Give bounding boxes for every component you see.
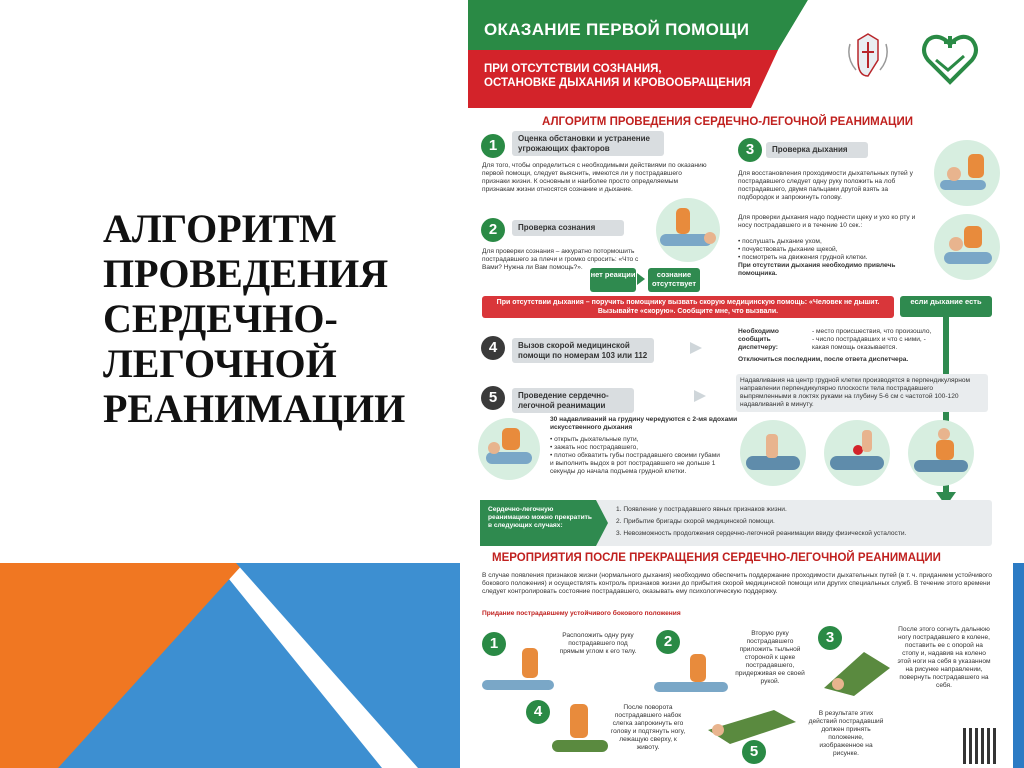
recovery-step-text: Расположить одну руку пострадавшего под прямым углом к его телу. — [559, 632, 637, 655]
recovery-step-number: 1 — [482, 632, 506, 656]
stop-condition: 3. Невозможность продолжения сердечно-легочной реанимации ввиду физической усталости. — [616, 530, 907, 537]
step5-bullet: • плотно обхватить губы пострадавшего своими губами и выполнить выдох в рот пострадавшего не дольше 1 секунды до начала подъема грудной клетки. — [550, 452, 720, 475]
recovery-step-number: 5 — [742, 740, 766, 764]
no-reaction-badge: нет реакции — [590, 268, 636, 292]
recovery-step-text: Вторую руку пострадавшего приложить тыльной стороной к щеке пострадавшего, придерживая ее своей рукой. — [735, 630, 805, 685]
compression-panel — [736, 374, 988, 412]
slide-title — [103, 206, 443, 431]
after-title-bar — [482, 552, 992, 566]
poster-header — [468, 0, 1013, 108]
recovery-illustration-2 — [654, 652, 734, 696]
title-line: АЛГОРИТМ — [103, 206, 337, 251]
breath-present-badge: если дыхание есть — [900, 296, 992, 317]
step-number: 3 — [738, 138, 762, 162]
chest-point-illustration — [824, 420, 890, 486]
step5-label: Проведение сердечно-легочной реанимации — [512, 388, 634, 413]
title-line: ПРОВЕДЕНИЯ — [103, 251, 389, 296]
step3-text1: Для восстановления проходимости дыхательных путей у пострадавшего следует одну руку положить на лоб пострадавшего, двумя пальцами другой взять за подбородок и запрокинуть голову. — [738, 170, 913, 201]
step3-bullet: • почувствовать дыхание щекой, — [738, 246, 838, 253]
step5-bullet: • зажать нос пострадавшего, — [550, 444, 639, 451]
after-text: В случае появления признаков жизни (нормального дыхания) необходимо обеспечить поддержание проходимости дыхательных путей (в т. ч. приданием устойчивого бокового положения) и осуществлять контроль признаков жизни до прибытия скорой медицинской помощи или других специальных служб. В течение этого времени следует контролировать состояние пострадавшего, оказывать ему психологическую поддержку. — [482, 572, 992, 595]
check-consciousness-illustration — [656, 198, 720, 262]
arrow-icon — [690, 342, 702, 354]
compression-illustration — [908, 420, 974, 486]
recovery-step-text: После этого согнуть дальнюю ногу пострадавшего в колене, поставить ее с опорой на стопу и, надавив на колено этой ноги на себя в указанном на рисунке направлении, повернуть пострадавшего на себя. — [897, 626, 991, 689]
heart-hands-logo-icon — [918, 26, 982, 90]
stop-condition: 1. Появление у пострадавшего явных признаков жизни. — [616, 506, 787, 513]
poster-title: ОКАЗАНИЕ ПЕРВОЙ ПОМОЩИ — [484, 20, 750, 39]
recovery-step-number: 2 — [656, 630, 680, 654]
hand-position-illustration — [740, 420, 806, 486]
qr-code-icon — [963, 728, 999, 764]
step-number: 4 — [481, 336, 505, 360]
recovery-title: Придание пострадавшему устойчивого бокового положения — [482, 610, 681, 617]
call-helper-bar: При отсутствии дыхания – поручить помощнику вызвать скорую медицинскую помощь: «Человек не дышит. Вызывайте «скорую». Сообщите мне, что вызвали. — [482, 296, 894, 318]
breathing-check-illustration — [934, 214, 1000, 280]
dispatcher-items: - место происшествия, что произошло, - число пострадавших и что с ними, - какая помощь оказывается. — [812, 328, 932, 351]
recovery-illustration-1 — [482, 648, 562, 694]
step1-text: Для того, чтобы определиться с необходимыми действиями по оказанию первой помощи, следует выяснить, имеются ли у пострадавшего признаки жизни. К основным и наиболее просто определяемым признакам жизни относятся сознание и дыхание. — [482, 162, 707, 193]
step3-label: Проверка дыхания — [766, 142, 868, 158]
stop-conditions-panel — [480, 500, 992, 546]
after-title: МЕРОПРИЯТИЯ ПОСЛЕ ПРЕКРАЩЕНИЯ СЕРДЕЧНО-ЛЕГОЧНОЙ РЕАНИМАЦИИ — [492, 552, 941, 564]
compression-text: Надавливания на центр грудной клетки производятся в перпендикулярном направлении перпендикулярно плоскости тела пострадавшего выпрямленными в локтях руками на глубину 5-6 см с частотой 100-120 надавливаний в минуту. — [740, 377, 971, 408]
step-number: 2 — [481, 218, 505, 242]
recovery-step-number: 3 — [818, 626, 842, 650]
step-number: 5 — [481, 386, 505, 410]
subtitle-line: ПРИ ОТСУТСТВИИ СОЗНАНИЯ, — [484, 63, 662, 75]
ministry-emblem-icon — [844, 30, 892, 82]
arrow-icon — [637, 273, 645, 285]
step4-label: Вызов скорой медицинской помощи по номерам 103 или 112 — [512, 338, 654, 363]
step3-bullet: • послушать дыхание ухом, — [738, 238, 822, 245]
recovery-illustration-3 — [824, 648, 894, 698]
step2-label: Проверка сознания — [512, 220, 624, 236]
first-aid-poster — [468, 0, 1013, 768]
no-consciousness-badge: сознание отсутствует — [648, 268, 700, 292]
poster-subtitle — [484, 62, 784, 90]
algorithm-title: АЛГОРИТМ ПРОВЕДЕНИЯ СЕРДЕЧНО-ЛЕГОЧНОЙ РЕАНИМАЦИИ — [542, 116, 913, 128]
recovery-step-text: После поворота пострадавшего набок слегка запрокинуть его голову и подтянуть ногу, лежащую сверху, к животу. — [610, 704, 686, 751]
rescue-breath-illustration — [478, 418, 540, 480]
step5-bullet: • открыть дыхательные пути, — [550, 436, 639, 443]
ratio-text: 30 надавливаний на грудину чередуются с 2-мя вдохами искусственного дыхания — [550, 416, 738, 431]
step-number: 1 — [481, 134, 505, 158]
disconnect-note: Отключиться последним, после ответа диспетчера. — [738, 356, 909, 363]
airway-illustration — [934, 140, 1000, 206]
subtitle-line: ОСТАНОВКЕ ДЫХАНИЯ И КРОВООБРАЩЕНИЯ — [484, 77, 751, 89]
recovery-illustration-4 — [552, 700, 612, 760]
title-line: РЕАНИМАЦИИ — [103, 386, 406, 431]
dispatcher-head: Необходимо сообщить диспетчеру: — [738, 328, 779, 351]
arrow-icon — [694, 390, 706, 402]
stop-condition: 2. Прибытие бригады скорой медицинской помощи. — [616, 518, 775, 525]
title-line: ЛЕГОЧНОЙ — [103, 341, 337, 386]
recovery-step-text: В результате этих действий пострадавший должен принять положение, изображенное на рисунке. — [808, 710, 884, 757]
step3-bold: При отсутствии дыхания необходимо привлечь помощника. — [738, 262, 896, 277]
step2-text: Для проверки сознания – аккуратно потормошить пострадавшего за плечи и громко спросить: «Что с Вами? Нужна ли Вам помощь?». — [482, 248, 639, 271]
step3-text2: Для проверки дыхания надо поднести щеку и ухо ко рту и носу пострадавшего и в течение 10 сек.: — [738, 214, 916, 229]
stop-label: Сердечно-легочную реанимацию можно прекратить в следующих случаях: — [488, 506, 592, 529]
recovery-step-number: 4 — [526, 700, 550, 724]
title-line: СЕРДЕЧНО- — [103, 296, 338, 341]
step1-label: Оценка обстановки и устранение угрожающих факторов — [512, 131, 664, 156]
recovery-illustration-5 — [704, 700, 800, 750]
step3-bullet: • посмотреть на движения грудной клетки. — [738, 254, 868, 261]
